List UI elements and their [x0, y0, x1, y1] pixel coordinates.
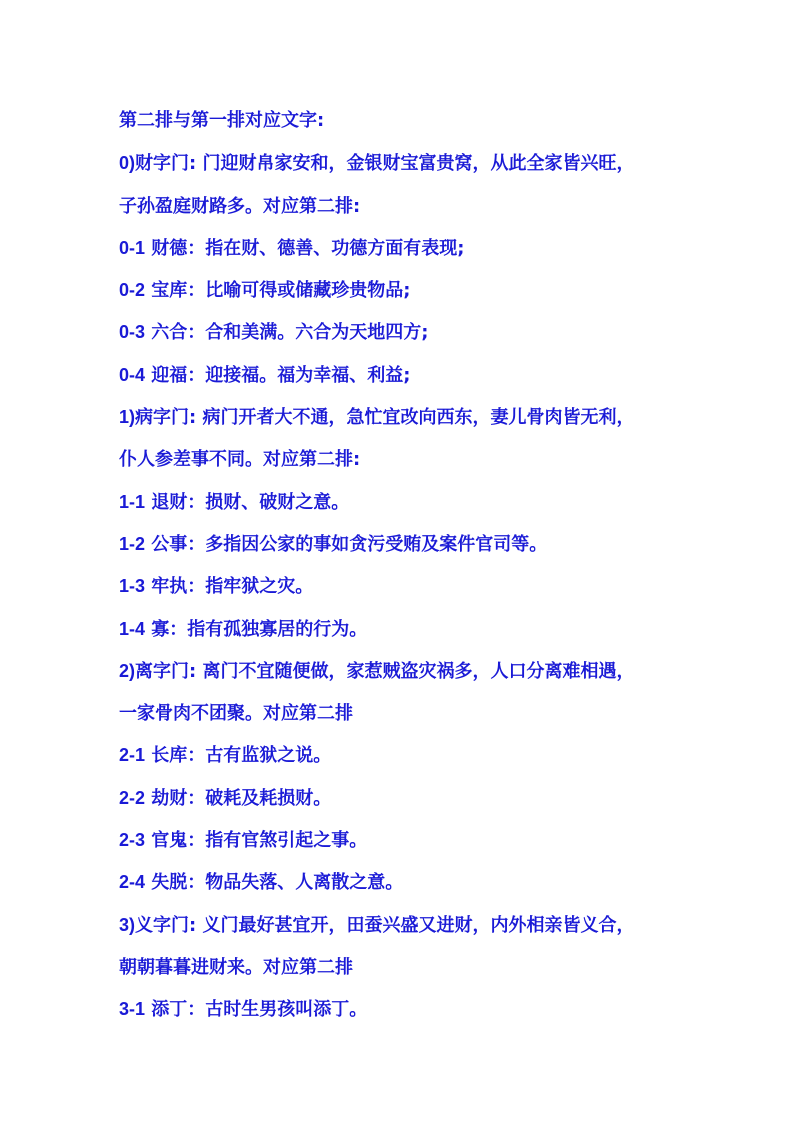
paragraph-line [119, 142, 699, 184]
paragraph-line [119, 481, 699, 523]
item-text: 牢执：指牢狱之灾。 [145, 576, 314, 598]
document-heading: 第二排与第一排对应文字: [119, 110, 325, 131]
paragraph-line [119, 269, 699, 311]
item-text: 一家骨肉不团聚。对应第二排 [119, 703, 353, 725]
item-text: 添丁：古时生男孩叫添丁。 [145, 999, 368, 1021]
item-label: 1-4 [119, 618, 146, 639]
item-text: 六合：合和美满。六合为天地四方; [145, 322, 429, 344]
item-text: 子孙盈庭财路多。对应第二排: [119, 195, 361, 217]
paragraph-line [119, 311, 699, 353]
item-text: 公事：多指因公家的事如贪污受贿及案件官司等。 [145, 533, 548, 555]
item-label: 2-1 [119, 745, 146, 766]
item-text: 财德：指在财、德善、功德方面有表现; [145, 237, 465, 259]
paragraph-line [119, 396, 699, 438]
paragraph-line [119, 777, 699, 819]
paragraph-line [119, 819, 699, 861]
paragraph-line [119, 565, 699, 607]
item-text: 退财：损财、破财之意。 [145, 491, 350, 513]
item-label: 1) [119, 407, 136, 428]
item-label: 2-3 [119, 830, 146, 851]
paragraph-line [119, 354, 699, 396]
item-label: 3) [119, 914, 136, 935]
item-text: 迎福：迎接福。福为幸福、利益; [145, 364, 411, 386]
paragraph-line [119, 608, 699, 650]
item-label: 3-1 [119, 999, 146, 1020]
paragraph-line [119, 988, 699, 1030]
item-label: 2) [119, 660, 136, 681]
item-text: 仆人参差事不同。对应第二排: [119, 449, 361, 471]
paragraph-line [119, 185, 699, 227]
item-text: 病字门: 病门开者大不通，急忙宜改向西东，妻儿骨肉皆无利， [135, 407, 635, 429]
item-label: 1-2 [119, 533, 146, 554]
paragraph-line [119, 861, 699, 903]
document-body [119, 100, 699, 1031]
item-text: 宝库：比喻可得或储藏珍贵物品; [145, 280, 411, 302]
item-label: 0) [119, 153, 136, 174]
item-label: 1-3 [119, 576, 146, 597]
item-label: 2-4 [119, 872, 146, 893]
paragraph-line [119, 523, 699, 565]
item-text: 朝朝暮暮进财来。对应第二排 [119, 956, 353, 978]
item-text: 劫财：破耗及耗损财。 [145, 787, 332, 809]
item-text: 官鬼：指有官煞引起之事。 [145, 830, 368, 852]
item-text: 长库：古有监狱之说。 [145, 745, 332, 767]
paragraph-line [119, 904, 699, 946]
item-text: 寡：指有孤独寡居的行为。 [145, 618, 368, 640]
item-text: 离字门: 离门不宜随便做，家惹贼盗灾祸多，人口分离难相遇， [135, 660, 635, 682]
item-text: 义字门: 义门最好甚宜开，田蚕兴盛又进财，内外相亲皆义合， [135, 914, 635, 936]
paragraph-line [119, 438, 699, 480]
item-label: 0-1 [119, 237, 146, 258]
item-label: 1-1 [119, 491, 146, 512]
item-text: 失脱：物品失落、人离散之意。 [145, 872, 404, 894]
item-text: 财字门: 门迎财帛家安和，金银财宝富贵窝，从此全家皆兴旺， [135, 153, 635, 175]
paragraph-line [119, 650, 699, 692]
paragraph-line [119, 692, 699, 734]
item-label: 2-2 [119, 787, 146, 808]
paragraph-line [119, 946, 699, 988]
item-label: 0-4 [119, 364, 146, 385]
item-label: 0-3 [119, 322, 146, 343]
paragraph-line [119, 734, 699, 776]
item-label: 0-2 [119, 280, 146, 301]
paragraph-line [119, 227, 699, 269]
